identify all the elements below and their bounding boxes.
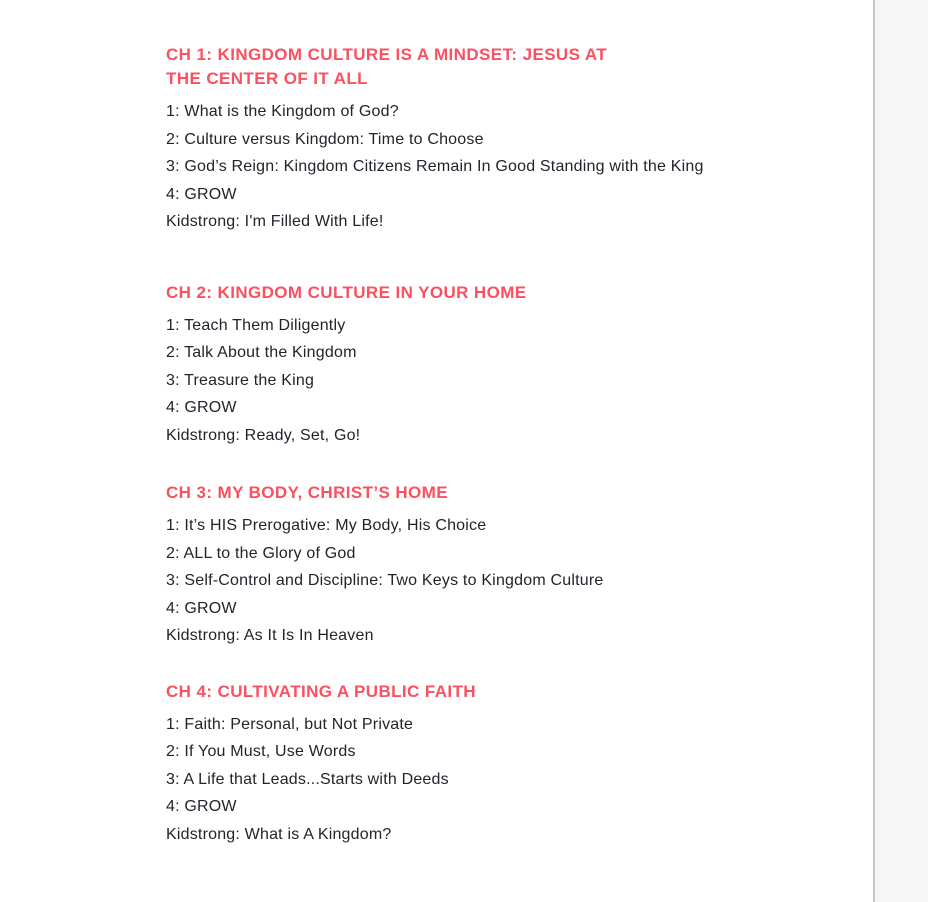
toc-item: 3: A Life that Leads...Starts with Deeds bbox=[166, 770, 449, 788]
chapter-section bbox=[166, 680, 831, 849]
page-gutter bbox=[873, 0, 928, 902]
chapter-heading-line: CH 4: CULTIVATING A PUBLIC FAITH bbox=[166, 681, 476, 701]
toc-item: 4: GROW bbox=[166, 599, 237, 617]
toc-item: 3: Self-Control and Discipline: Two Keys to Kingdom Culture bbox=[166, 572, 604, 589]
toc-item: 4: GROW bbox=[166, 798, 237, 815]
chapter-item-list bbox=[166, 312, 831, 450]
chapter-heading bbox=[166, 281, 831, 305]
toc-item: 3: Treasure the King bbox=[166, 371, 315, 389]
toc-item: 1: Faith: Personal, but Not Private bbox=[166, 715, 414, 733]
chapter-section bbox=[166, 43, 831, 236]
chapter-heading bbox=[166, 481, 831, 505]
toc-item: 2: ALL to the Glory of God bbox=[166, 544, 356, 562]
toc-item: 3: God’s Reign: Kingdom Citizens Remain In Good Standing with the King bbox=[166, 158, 704, 175]
chapter-item-list bbox=[166, 98, 831, 236]
toc-item: 4: GROW bbox=[166, 399, 237, 416]
toc-item: 1: It’s HIS Prerogative: My Body, His Choice bbox=[166, 517, 487, 534]
toc-item: 4: GROW bbox=[166, 185, 237, 203]
toc-item: 2: Culture versus Kingdom: Time to Choose bbox=[166, 130, 484, 148]
toc-item: 1: What is the Kingdom of God? bbox=[166, 103, 399, 120]
toc-item: Kidstrong: As It Is In Heaven bbox=[166, 627, 374, 644]
toc-item: Kidstrong: I'm Filled With Life! bbox=[166, 213, 384, 230]
toc-item: Kidstrong: Ready, Set, Go! bbox=[166, 426, 361, 444]
chapter-item-list bbox=[166, 711, 831, 849]
chapter-heading bbox=[166, 680, 831, 704]
toc-item: 1: Teach Them Diligently bbox=[166, 316, 346, 334]
toc-item: 2: Talk About the Kingdom bbox=[166, 344, 357, 361]
toc-item: Kidstrong: What is A Kingdom? bbox=[166, 825, 392, 843]
toc-item: 2: If You Must, Use Words bbox=[166, 743, 356, 760]
chapter-heading-line: CH 1: KINGDOM CULTURE IS A MINDSET: JESUS AT bbox=[166, 45, 608, 64]
chapter-heading bbox=[166, 43, 831, 91]
chapter-section bbox=[166, 281, 831, 450]
chapter-section bbox=[166, 481, 831, 650]
chapter-heading-line: CH 3: MY BODY, CHRIST’S HOME bbox=[166, 483, 448, 502]
chapter-heading-line: CH 2: KINGDOM CULTURE IN YOUR HOME bbox=[166, 282, 527, 302]
chapter-item-list bbox=[166, 512, 831, 650]
chapter-heading-line: THE CENTER OF IT ALL bbox=[166, 69, 368, 88]
